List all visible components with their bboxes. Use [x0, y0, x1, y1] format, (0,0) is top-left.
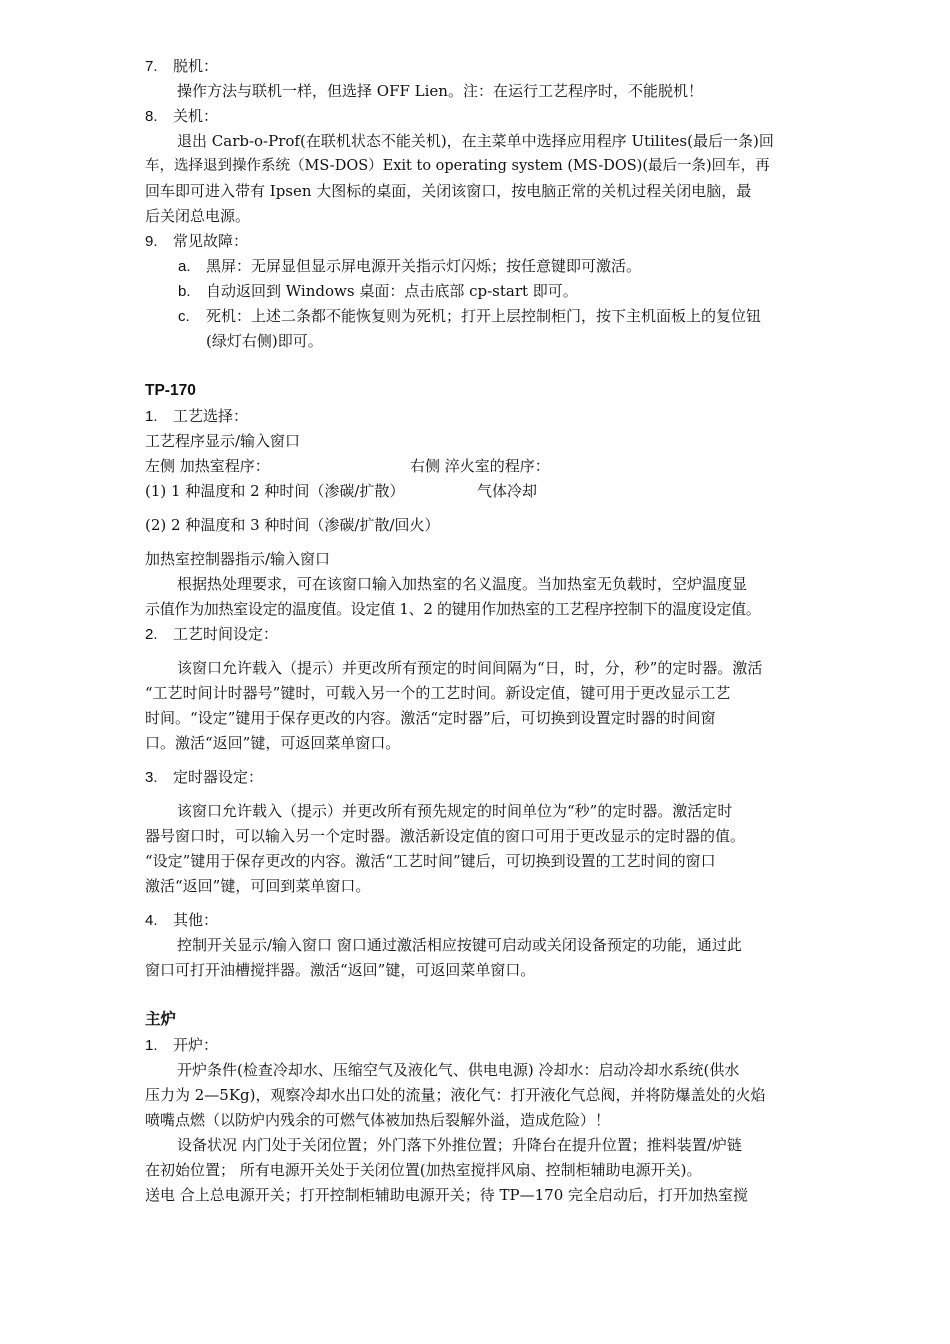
fault-item-a: a. 黑屏：无屏显但显示屏电源开关指示灯闪烁；按任意键即可激活。	[178, 257, 642, 275]
item-7-heading: 7. 脱机：	[145, 57, 219, 75]
main-line-1: 开炉条件(检查冷却水、压缩空气及液化气、供电电源) 冷却水：启动冷却水系统(供水	[177, 1061, 740, 1079]
item-8-line-1: 退出 Carb-o-Prof(在联机状态不能关机)，在主菜单中选择应用程序 Utilites(最后一条)回	[177, 132, 774, 150]
tp-item-3-line-1: 该窗口允许载入（提示）并更改所有预先规定的时间单位为“秒”的定时器。激活定时	[177, 802, 733, 820]
tp-item-2-line-1: 该窗口允许载入（提示）并更改所有预定的时间间隔为“日，时，分，秒”的定时器。激活	[177, 659, 763, 677]
item-8-line-2: 车，选择退到操作系统（MS-DOS）Exit to operating system (MS-DOS)(最后一条)回车，再	[145, 158, 770, 174]
section-heading-main-furnace: 主炉	[145, 1011, 177, 1028]
main-line-3: 喷嘴点燃（以防炉内残余的可燃气体被加热后裂解外溢，造成危险）！	[145, 1111, 611, 1129]
controller-window-title: 加热室控制器指示/输入窗口	[145, 550, 331, 568]
tp-item-1-heading: 1. 工艺选择：	[145, 407, 249, 425]
tp-item-3-line-2: 器号窗口时，可以输入另一个定时器。激活新设定值的窗口可用于更改显示的定时器的值。	[145, 827, 746, 845]
main-line-4: 设备状况 内门处于关闭位置；外门落下外推位置；升降台在提升位置；推料装置/炉链	[177, 1136, 742, 1154]
tp-item-2-line-2: “工艺时间计时器号”键时，可载入另一个的工艺时间。新设定值，键可用于更改显示工艺	[145, 684, 731, 702]
tp-item-4-heading: 4. 其他：	[145, 911, 219, 929]
program-1-right: 气体冷却	[477, 482, 538, 500]
item-8-line-4: 后关闭总电源。	[145, 207, 251, 225]
tp-item-3-line-4: 激活“返回”键，可回到菜单窗口。	[145, 877, 371, 895]
item-7-body: 操作方法与联机一样，但选择 OFF Lien。注：在运行工艺程序时，不能脱机！	[177, 82, 703, 100]
controller-line-2: 示值作为加热室设定的温度值。设定值 1、2 的键用作加热室的工艺程序控制下的温度设定值。	[145, 600, 761, 618]
main-line-6: 送电 合上总电源开关；打开控制柜辅助电源开关；待 TP—170 完全启动后，打开加热室搅	[145, 1186, 749, 1204]
tp-item-2-line-3: 时间。“设定”键用于保存更改的内容。激活“定时器”后，可切换到设置定时器的时间窗	[145, 709, 716, 727]
left-side-label: 左侧 加热室程序：	[145, 457, 270, 475]
tp-item-3-heading: 3. 定时器设定：	[145, 768, 264, 786]
fault-item-c: c. 死机：上述二条都不能恢复则为死机；打开上层控制柜门，按下主机面板上的复位钮	[178, 307, 762, 325]
program-1: (1) 1 种温度和 2 种时间（渗碳/扩散）	[145, 482, 405, 500]
right-side-label: 右侧 淬火室的程序：	[410, 457, 550, 475]
process-window-title: 工艺程序显示/输入窗口	[145, 432, 301, 450]
controller-line-1: 根据热处理要求，可在该窗口输入加热室的名义温度。当加热室无负载时，空炉温度显	[177, 575, 748, 593]
tp-item-4-line-1: 控制开关显示/输入窗口 窗口通过激活相应按键可启动或关闭设备预定的功能，通过此	[177, 936, 742, 954]
fault-item-c-continued: (绿灯右侧)即可。	[206, 332, 323, 350]
tp-item-2-heading: 2. 工艺时间设定：	[145, 625, 279, 643]
item-9-heading: 9. 常见故障：	[145, 232, 249, 250]
tp-item-2-line-4: 口。激活“返回”键，可返回菜单窗口。	[145, 734, 401, 752]
main-line-2: 压力为 2—5Kg)，观察冷却水出口处的流量；液化气：打开液化气总阀，并将防爆盖处的火焰	[145, 1086, 766, 1104]
section-heading-tp170: TP-170	[145, 382, 196, 399]
tp-item-3-line-3: “设定”键用于保存更改的内容。激活“工艺时间”键后，可切换到设置的工艺时间的窗口	[145, 852, 716, 870]
main-item-1-heading: 1. 开炉：	[145, 1036, 219, 1054]
fault-item-b: b. 自动返回到 Windows 桌面：点击底部 cp-start 即可。	[178, 282, 578, 300]
program-2: (2) 2 种温度和 3 种时间（渗碳/扩散/回火）	[145, 516, 440, 534]
tp-item-4-line-2: 窗口可打开油槽搅拌器。激活“返回”键，可返回菜单窗口。	[145, 961, 536, 979]
item-8-line-3: 回车即可进入带有 Ipsen 大图标的桌面，关闭该窗口，按电脑正常的关机过程关闭电脑，最	[145, 182, 752, 200]
main-line-5: 在初始位置； 所有电源开关处于关闭位置(加热室搅拌风扇、控制柜辅助电源开关)。	[145, 1161, 702, 1179]
item-8-heading: 8. 关机：	[145, 107, 219, 125]
